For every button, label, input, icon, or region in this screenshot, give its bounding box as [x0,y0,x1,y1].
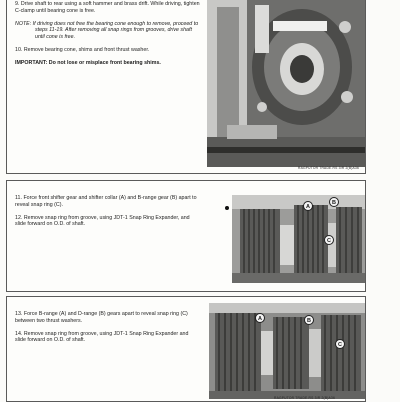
callout-a: A [255,313,265,323]
callout-c: C [335,339,345,349]
step-14: 14. Remove snap ring from groove, using JDT-1 Snap Ring Expander and slide forward on O.D. of shaft. [15,330,189,344]
panel-text [15,195,200,234]
callout-b: B [329,197,339,207]
range-gear-photo [209,303,365,399]
step-panel-13-14 [6,296,366,402]
step-10: 10. Remove bearing cone, shims and front thrust washer. [15,46,150,53]
callout-a: A [303,201,313,211]
step-11: 11. Force front shifter gear and shifter collar (A) and B-range gear (B) apart to reveal snap ring (C). [15,195,197,208]
callout-c: C [324,235,334,245]
note: NOTE: If driving does not free the bearing cone enough to remove, proceed to steps 11-19. After removing all snap rings from grooves, drive shaft until cone is free. [15,20,199,40]
panel-text [15,311,200,350]
bearing-housing-photo [207,0,365,167]
panel-text [15,1,200,73]
bullet-mark [225,206,229,210]
callout-b: B [304,315,314,325]
step-panel-11-12 [6,180,366,292]
photo-credit: RAGPUTOR TRADE.RS 3IR 2(B)A36 [273,396,335,400]
photo-credit: RAGPUTOR TRADE.RS 3IR 2(B)A36 [297,166,359,170]
shifter-gear-photo [232,195,365,283]
step-12: 12. Remove snap ring from groove, using JDT-1 Snap Ring Expander, and slide forward on O.D. of shaft. [15,214,190,228]
step-13: 13. Force B-range (A) and D-range (B) gears apart to reveal snap ring (C) between two thrust washers. [15,311,188,324]
step-9: 9. Drive shaft to rear using a soft hammer and brass drift. While driving, tighten C-clamp until bearing cone is free. [15,1,200,14]
step-panel-9-10 [6,0,366,174]
important-notice: IMPORTANT: Do not lose or misplace front bearing shims. [15,60,161,67]
